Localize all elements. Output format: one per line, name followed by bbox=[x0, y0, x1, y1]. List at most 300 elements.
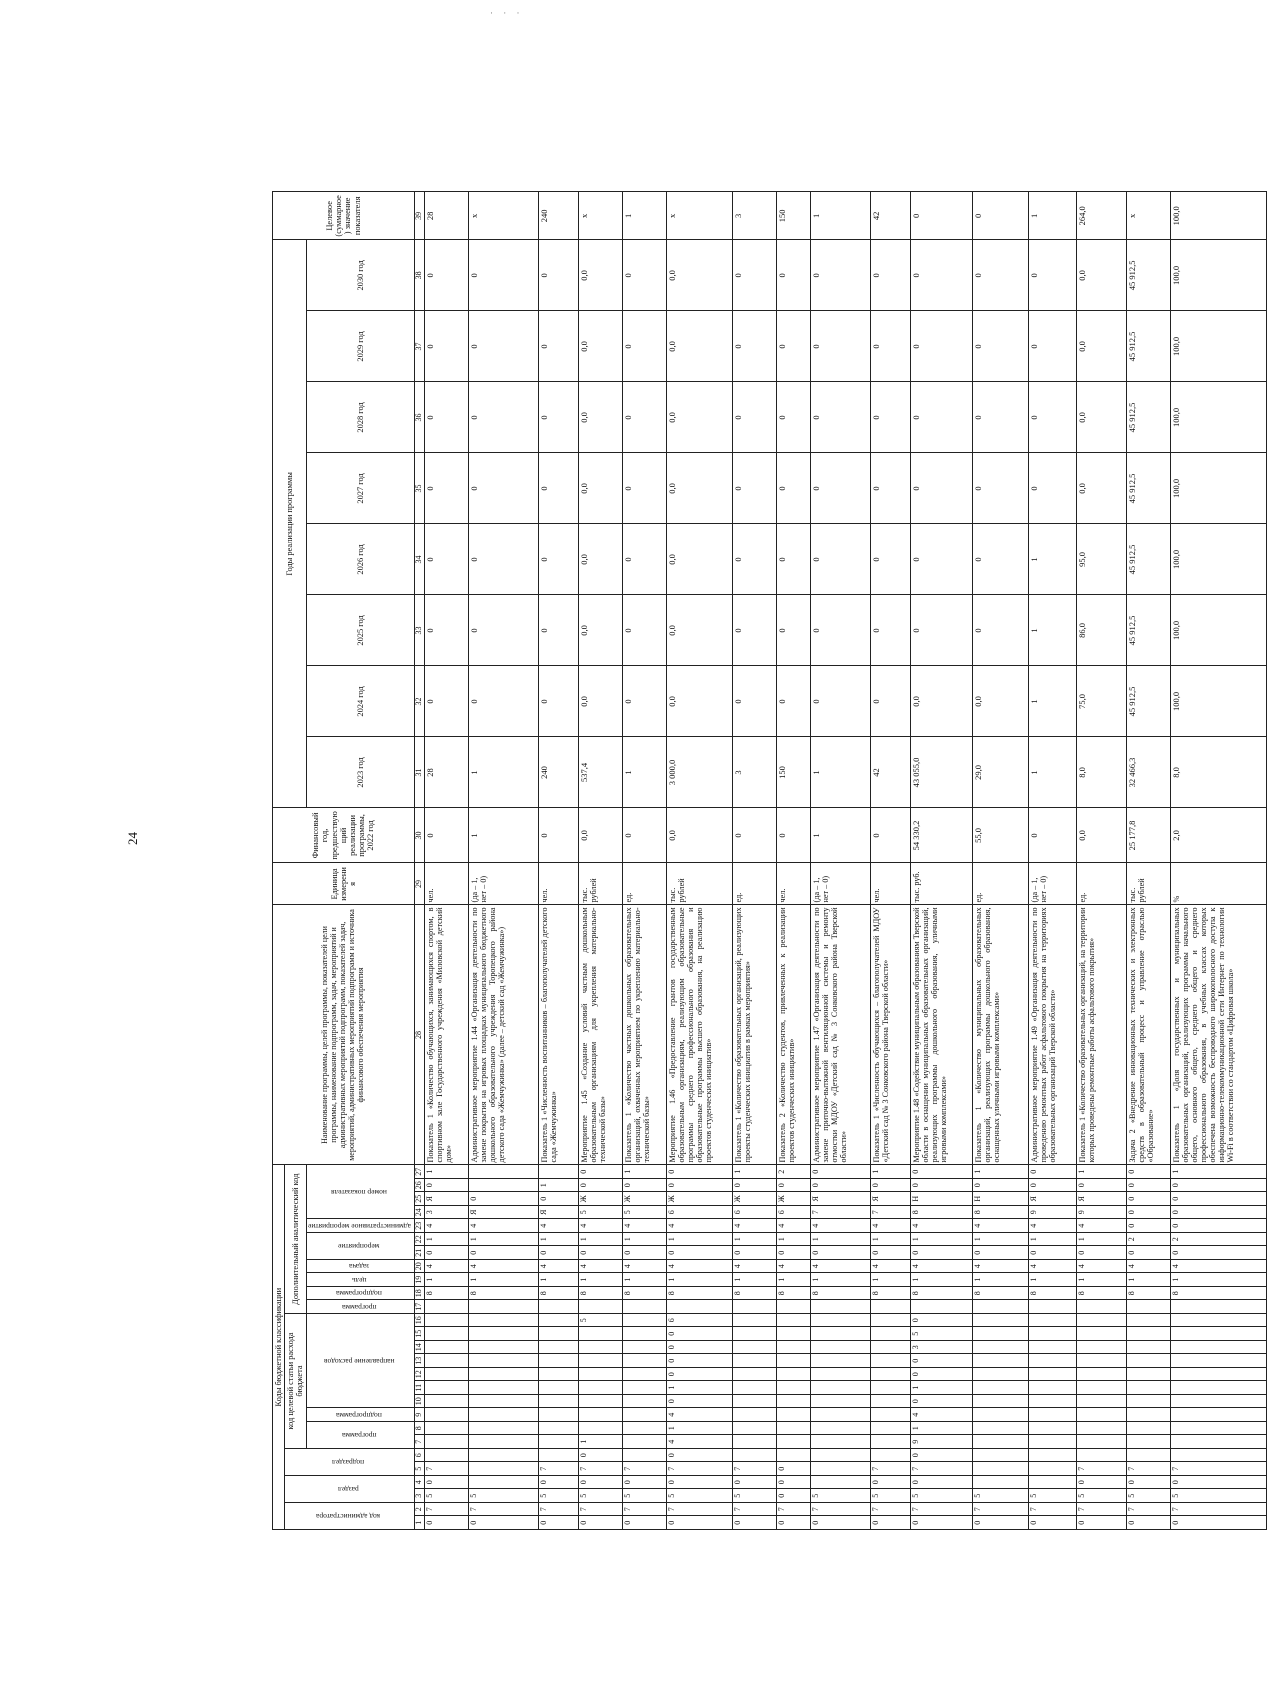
code-cell bbox=[424, 1300, 468, 1314]
row-description: Задача 2 «Внедрение инновационных технических и электронных средств в образовательный процесс и управление отраслью «Образование» bbox=[1126, 905, 1170, 1165]
column-index: 30 bbox=[414, 808, 424, 863]
code-cell: 8 bbox=[776, 1287, 810, 1301]
code-cell bbox=[1028, 1449, 1076, 1463]
code-cell: 7 bbox=[1170, 1503, 1266, 1517]
code-cell bbox=[732, 1435, 776, 1449]
column-index: 1 bbox=[414, 1516, 424, 1530]
value-cell: 0 bbox=[622, 311, 666, 382]
code-cell: 4 bbox=[666, 1260, 732, 1274]
value-cell: 0 bbox=[468, 524, 538, 595]
code-cell bbox=[870, 1381, 910, 1395]
value-cell: 29,0 bbox=[972, 737, 1028, 808]
year-header: 2024 год bbox=[306, 666, 414, 737]
cel-header: цель bbox=[306, 1273, 414, 1287]
value-cell: 0 bbox=[810, 453, 870, 524]
column-index: 38 bbox=[414, 240, 424, 311]
code-cell bbox=[468, 1327, 538, 1341]
code-cell: Я bbox=[870, 1192, 910, 1206]
code-cell: 1 bbox=[810, 1233, 870, 1247]
code-cell: 7 bbox=[666, 1503, 732, 1517]
code-cell: 7 bbox=[578, 1503, 622, 1517]
code-cell: 1 bbox=[666, 1381, 732, 1395]
razdel-header: раздел bbox=[285, 1476, 415, 1503]
code-cell: 4 bbox=[578, 1219, 622, 1233]
code-cell: 0 bbox=[666, 1368, 732, 1382]
code-cell: 0 bbox=[424, 1179, 468, 1193]
code-cell: 4 bbox=[622, 1219, 666, 1233]
code-cell: 1 bbox=[578, 1273, 622, 1287]
code-cell: 0 bbox=[910, 1449, 972, 1463]
code-cell bbox=[424, 1422, 468, 1436]
scan-artifact: · · · bbox=[490, 8, 524, 18]
row-unit: ед. bbox=[1076, 863, 1126, 905]
code-cell: 8 bbox=[1076, 1287, 1126, 1301]
row-unit: (да – 1, нет – 0) bbox=[810, 863, 870, 905]
code-cell: 7 bbox=[622, 1503, 666, 1517]
code-cell bbox=[776, 1354, 810, 1368]
value-cell: 0 bbox=[538, 595, 578, 666]
code-cell bbox=[424, 1435, 468, 1449]
code-cell: 0 bbox=[666, 1395, 732, 1409]
value-cell: 0 bbox=[538, 453, 578, 524]
code-cell: 4 bbox=[424, 1219, 468, 1233]
code-cell: 6 bbox=[666, 1206, 732, 1220]
code-cell: 7 bbox=[424, 1462, 468, 1476]
code-cell bbox=[1170, 1435, 1266, 1449]
value-cell: 0 bbox=[1028, 453, 1076, 524]
code-cell: 7 bbox=[810, 1206, 870, 1220]
code-cell: 0 bbox=[1126, 1206, 1170, 1220]
code-cell bbox=[870, 1314, 910, 1328]
code-cell: 2 bbox=[1126, 1233, 1170, 1247]
value-cell: 0 bbox=[972, 192, 1028, 240]
code-cell: 0 bbox=[538, 1246, 578, 1260]
value-cell: 45 912,5 bbox=[1126, 453, 1170, 524]
value-cell: 45 912,5 bbox=[1126, 382, 1170, 453]
code-cell bbox=[424, 1341, 468, 1355]
code-cell bbox=[810, 1354, 870, 1368]
code-cell bbox=[424, 1368, 468, 1382]
value-cell: 0 bbox=[468, 666, 538, 737]
table-row bbox=[578, 192, 622, 1530]
value-cell: 0 bbox=[424, 240, 468, 311]
value-cell: 0 bbox=[468, 595, 538, 666]
code-cell: 4 bbox=[910, 1219, 972, 1233]
code-cell: 1 bbox=[810, 1273, 870, 1287]
value-cell: 1 bbox=[468, 737, 538, 808]
row-description: Административное мероприятие 1.44 «Организация деятельности по замене покрытия на игровых площадках муниципального бюджетного дошкольного образовательного учреждения Торопецкого района детского сада «Жемчужинка» (далее – детский сад «Жемчужинка») bbox=[468, 905, 538, 1165]
code-cell: 0 bbox=[776, 1246, 810, 1260]
value-cell: х bbox=[468, 192, 538, 240]
code-cell: 0 bbox=[468, 1246, 538, 1260]
code-cell: 7 bbox=[732, 1503, 776, 1517]
column-index: 27 bbox=[414, 1165, 424, 1179]
code-cell: 0 bbox=[910, 1354, 972, 1368]
code-cell bbox=[538, 1368, 578, 1382]
code-cell: 7 bbox=[1126, 1503, 1170, 1517]
code-cell: 4 bbox=[468, 1260, 538, 1274]
code-cell: 5 bbox=[870, 1489, 910, 1503]
code-cell: 3 bbox=[424, 1206, 468, 1220]
code-cell bbox=[468, 1422, 538, 1436]
code-cell bbox=[810, 1462, 870, 1476]
code-cell: 1 bbox=[1076, 1233, 1126, 1247]
code-cell: 0 bbox=[1028, 1516, 1076, 1530]
value-cell: х bbox=[666, 192, 732, 240]
value-cell: 0 bbox=[468, 240, 538, 311]
value-cell: 1 bbox=[468, 808, 538, 863]
code-cell: 5 bbox=[1126, 1489, 1170, 1503]
code-cell bbox=[870, 1408, 910, 1422]
value-cell: 0 bbox=[776, 453, 810, 524]
value-cell: 1 bbox=[622, 737, 666, 808]
code-cell bbox=[468, 1435, 538, 1449]
code-cell: Я bbox=[468, 1206, 538, 1220]
code-cell bbox=[1126, 1408, 1170, 1422]
code-cell: 0 bbox=[538, 1476, 578, 1490]
code-cell bbox=[810, 1368, 870, 1382]
row-description: Мероприятие 1.45 «Создание условий частным дошкольным образовательным организациям для укрепления материально-технической базы» bbox=[578, 905, 622, 1165]
code-cell: Ж bbox=[666, 1192, 732, 1206]
code-cell: 1 bbox=[870, 1273, 910, 1287]
table-row bbox=[776, 192, 810, 1530]
code-cell: 4 bbox=[910, 1408, 972, 1422]
code-cell bbox=[538, 1395, 578, 1409]
column-index: 25 bbox=[414, 1192, 424, 1206]
code-cell: 0 bbox=[1028, 1165, 1076, 1179]
row-description: Административное мероприятие 1.49 «Организация деятельности по проведению ремонтных работ асфальтового покрытия на территориях образовательных организаций Тверской области» bbox=[1028, 905, 1076, 1165]
value-cell: 0 bbox=[732, 808, 776, 863]
column-index: 18 bbox=[414, 1287, 424, 1301]
code-cell: Ж bbox=[622, 1192, 666, 1206]
code-cell: 1 bbox=[424, 1233, 468, 1247]
code-cell: 4 bbox=[538, 1219, 578, 1233]
column-index: 28 bbox=[414, 905, 424, 1165]
row-unit: (да – 1, нет – 0) bbox=[1028, 863, 1076, 905]
value-cell: 0 bbox=[468, 311, 538, 382]
code-cell: 0 bbox=[468, 1516, 538, 1530]
code-cell: 0 bbox=[578, 1165, 622, 1179]
value-cell: 100,0 bbox=[1170, 240, 1266, 311]
code-cell: 4 bbox=[1076, 1260, 1126, 1274]
code-cell bbox=[1028, 1327, 1076, 1341]
value-cell: 0,0 bbox=[578, 240, 622, 311]
value-cell: 0 bbox=[622, 382, 666, 453]
value-cell: 42 bbox=[870, 737, 910, 808]
table-row bbox=[424, 192, 468, 1530]
value-cell: 0 bbox=[1028, 382, 1076, 453]
row-description: Показатель 1 «Численность обучающихся – благополучателей МДОУ «Детский сад № 3 Сонковского района Тверской области» bbox=[870, 905, 910, 1165]
code-cell bbox=[972, 1476, 1028, 1490]
code-cell bbox=[622, 1327, 666, 1341]
code-cell: 8 bbox=[972, 1206, 1028, 1220]
code-cell: 0 bbox=[972, 1516, 1028, 1530]
value-cell: 0 bbox=[732, 666, 776, 737]
code-cell bbox=[870, 1368, 910, 1382]
value-cell: 0,0 bbox=[1076, 382, 1126, 453]
column-index: 16 bbox=[414, 1314, 424, 1328]
column-index: 5 bbox=[414, 1462, 424, 1476]
code-cell: 0 bbox=[666, 1476, 732, 1490]
value-cell: 100,0 bbox=[1170, 595, 1266, 666]
code-cell bbox=[732, 1381, 776, 1395]
code-cell: 8 bbox=[468, 1287, 538, 1301]
value-cell: 8,0 bbox=[1076, 737, 1126, 808]
code-cell: 0 bbox=[622, 1476, 666, 1490]
code-cell bbox=[468, 1314, 538, 1328]
code-cell: Ж bbox=[578, 1192, 622, 1206]
code-cell bbox=[1170, 1381, 1266, 1395]
code-cell: 0 bbox=[910, 1476, 972, 1490]
table-row bbox=[468, 192, 538, 1530]
value-cell: 0 bbox=[1028, 808, 1076, 863]
value-cell: 1 bbox=[1028, 192, 1076, 240]
value-cell: 42 bbox=[870, 192, 910, 240]
nomer-header: номер показателя bbox=[306, 1165, 414, 1219]
code-cell: 5 bbox=[578, 1206, 622, 1220]
code-cell bbox=[776, 1314, 810, 1328]
row-unit: тыс. рублей bbox=[666, 863, 732, 905]
code-cell: 1 bbox=[1170, 1165, 1266, 1179]
column-index: 15 bbox=[414, 1327, 424, 1341]
code-cell: 4 bbox=[732, 1260, 776, 1274]
code-cell: 7 bbox=[870, 1503, 910, 1517]
code-cell: Ж bbox=[776, 1192, 810, 1206]
value-cell: 0 bbox=[538, 808, 578, 863]
value-cell: 3 000,0 bbox=[666, 737, 732, 808]
column-index: 29 bbox=[414, 863, 424, 905]
code-cell: 0 bbox=[666, 1354, 732, 1368]
code-cell: 1 bbox=[622, 1273, 666, 1287]
code-cell: 1 bbox=[972, 1233, 1028, 1247]
dop-programma-header: программа bbox=[306, 1300, 414, 1314]
code-cell bbox=[622, 1449, 666, 1463]
value-cell: 0,0 bbox=[1076, 240, 1126, 311]
code-cell bbox=[1076, 1327, 1126, 1341]
column-index: 32 bbox=[414, 666, 424, 737]
table-row bbox=[1028, 192, 1076, 1530]
code-cell bbox=[776, 1300, 810, 1314]
code-cell bbox=[424, 1354, 468, 1368]
value-cell: 1 bbox=[1028, 595, 1076, 666]
row-unit: ед. bbox=[732, 863, 776, 905]
code-cell: 1 bbox=[424, 1165, 468, 1179]
value-cell: 100,0 bbox=[1170, 524, 1266, 595]
code-cell: 0 bbox=[1126, 1179, 1170, 1193]
code-cell bbox=[972, 1341, 1028, 1355]
code-cell: 0 bbox=[810, 1246, 870, 1260]
dop-code-header: Дополнительный аналитический код bbox=[285, 1165, 306, 1314]
code-cell: 7 bbox=[910, 1503, 972, 1517]
code-cell: 0 bbox=[1170, 1516, 1266, 1530]
column-index: 8 bbox=[414, 1422, 424, 1436]
podprogramma-header: подпрограмма bbox=[306, 1408, 414, 1422]
code-cell: 5 bbox=[468, 1489, 538, 1503]
code-cell: 1 bbox=[870, 1233, 910, 1247]
value-cell: 1 bbox=[1028, 666, 1076, 737]
code-cell bbox=[468, 1341, 538, 1355]
value-cell: 0 bbox=[776, 240, 810, 311]
code-cell: 5 bbox=[538, 1489, 578, 1503]
value-cell: 0 bbox=[424, 453, 468, 524]
code-cell: 7 bbox=[538, 1462, 578, 1476]
code-cell: 2 bbox=[776, 1165, 810, 1179]
row-description: Показатель 1 «Количество муниципальных образовательных организаций, реализующих программы дошкольного образования, оснащенных уличными игровыми комплексами» bbox=[972, 905, 1028, 1165]
value-cell: 0 bbox=[424, 311, 468, 382]
table-row bbox=[810, 192, 870, 1530]
value-cell: 0 bbox=[622, 240, 666, 311]
code-cell bbox=[776, 1395, 810, 1409]
code-cell: 1 bbox=[578, 1233, 622, 1247]
code-cell bbox=[622, 1395, 666, 1409]
table-row bbox=[870, 192, 910, 1530]
code-cell: 0 bbox=[810, 1516, 870, 1530]
code-cell bbox=[1126, 1422, 1170, 1436]
code-cell: 0 bbox=[776, 1516, 810, 1530]
value-cell: 0 bbox=[910, 311, 972, 382]
column-index: 3 bbox=[414, 1489, 424, 1503]
value-cell: 45 912,5 bbox=[1126, 595, 1170, 666]
value-cell: 100,0 bbox=[1170, 453, 1266, 524]
value-cell: 0 bbox=[870, 453, 910, 524]
code-cell: 0 bbox=[1076, 1476, 1126, 1490]
code-cell bbox=[972, 1462, 1028, 1476]
code-cell: 0 bbox=[1126, 1165, 1170, 1179]
value-cell: 55,0 bbox=[972, 808, 1028, 863]
code-cell: 6 bbox=[666, 1314, 732, 1328]
code-cell: 4 bbox=[910, 1260, 972, 1274]
code-cell: 0 bbox=[1170, 1219, 1266, 1233]
code-cell: 1 bbox=[972, 1165, 1028, 1179]
code-cell bbox=[578, 1395, 622, 1409]
codes-title: Коды бюджетной классификации bbox=[273, 1165, 285, 1530]
value-cell: 0 bbox=[622, 453, 666, 524]
code-cell: 8 bbox=[1028, 1287, 1076, 1301]
code-cell: 8 bbox=[578, 1287, 622, 1301]
code-cell: 7 bbox=[1076, 1503, 1126, 1517]
code-cell: 4 bbox=[870, 1260, 910, 1274]
value-cell: 0,0 bbox=[1076, 311, 1126, 382]
code-cell: 0 bbox=[1126, 1192, 1170, 1206]
code-cell bbox=[578, 1381, 622, 1395]
code-cell: 1 bbox=[424, 1273, 468, 1287]
value-cell: 100,0 bbox=[1170, 666, 1266, 737]
code-cell: 1 bbox=[910, 1273, 972, 1287]
code-cell: 1 bbox=[666, 1422, 732, 1436]
code-cell: 1 bbox=[732, 1273, 776, 1287]
code-cell: 4 bbox=[538, 1260, 578, 1274]
column-index: 7 bbox=[414, 1435, 424, 1449]
value-cell: 3 bbox=[732, 737, 776, 808]
code-cell: 8 bbox=[732, 1287, 776, 1301]
code-cell bbox=[732, 1327, 776, 1341]
value-cell: 43 055,0 bbox=[910, 737, 972, 808]
code-cell bbox=[870, 1435, 910, 1449]
value-cell: 0 bbox=[910, 524, 972, 595]
code-cell: 0 bbox=[732, 1516, 776, 1530]
code-cell: 0 bbox=[1076, 1179, 1126, 1193]
code-cell: 1 bbox=[776, 1233, 810, 1247]
code-cell bbox=[1076, 1314, 1126, 1328]
code-cell: 1 bbox=[1076, 1273, 1126, 1287]
row-description: Административное мероприятие 1.47 «Организация деятельности по замене приточно-вытяжной вентиляционной системы и ремонту отмостки МДОУ «Детский сад № 3 Сонковского района Тверской области» bbox=[810, 905, 870, 1165]
code-cell bbox=[972, 1314, 1028, 1328]
code-cell bbox=[776, 1449, 810, 1463]
row-description: Показатель 1 «Количество частных дошкольных образовательных организаций, охваченных мероприятием по укреплению материально-технической базы» bbox=[622, 905, 666, 1165]
code-cell: 4 bbox=[1076, 1219, 1126, 1233]
code-cell: 4 bbox=[666, 1408, 732, 1422]
code-cell: 4 bbox=[972, 1260, 1028, 1274]
code-cell: 0 bbox=[810, 1179, 870, 1193]
code-cell: 0 bbox=[666, 1165, 732, 1179]
value-cell: 45 912,5 bbox=[1126, 240, 1170, 311]
value-cell: 45 912,5 bbox=[1126, 311, 1170, 382]
code-cell: 7 bbox=[972, 1503, 1028, 1517]
code-cell: 5 bbox=[732, 1489, 776, 1503]
code-cell: 4 bbox=[776, 1219, 810, 1233]
code-cell: 1 bbox=[776, 1273, 810, 1287]
code-cell bbox=[1028, 1314, 1076, 1328]
code-cell: 0 bbox=[578, 1179, 622, 1193]
value-cell: 28 bbox=[424, 737, 468, 808]
code-cell: 0 bbox=[622, 1179, 666, 1193]
code-cell: 1 bbox=[666, 1273, 732, 1287]
value-cell: 0 bbox=[776, 311, 810, 382]
code-cell bbox=[538, 1449, 578, 1463]
code-cell bbox=[1126, 1368, 1170, 1382]
zadacha-header: задача bbox=[306, 1260, 414, 1274]
code-cell: 5 bbox=[1076, 1489, 1126, 1503]
value-cell: х bbox=[578, 192, 622, 240]
value-cell: 0 bbox=[810, 240, 870, 311]
code-cell: 5 bbox=[910, 1489, 972, 1503]
code-cell bbox=[1028, 1381, 1076, 1395]
value-cell: 0 bbox=[538, 524, 578, 595]
value-cell: 3 bbox=[732, 192, 776, 240]
code-cell: 8 bbox=[1126, 1287, 1170, 1301]
code-cell bbox=[1126, 1300, 1170, 1314]
row-description: Показатель 1 «Численность воспитанников – благополучателей детского сада «Жемчужинка» bbox=[538, 905, 578, 1165]
year-header: 2026 год bbox=[306, 524, 414, 595]
code-cell bbox=[810, 1395, 870, 1409]
code-cell: 7 bbox=[810, 1503, 870, 1517]
code-cell bbox=[732, 1368, 776, 1382]
value-cell: 0 bbox=[732, 595, 776, 666]
code-cell bbox=[538, 1422, 578, 1436]
code-cell bbox=[1126, 1381, 1170, 1395]
code-cell bbox=[810, 1314, 870, 1328]
code-cell: 4 bbox=[1126, 1260, 1170, 1274]
code-cell: 7 bbox=[538, 1503, 578, 1517]
value-cell: 54 330,2 bbox=[910, 808, 972, 863]
code-cell bbox=[776, 1408, 810, 1422]
value-cell: 0 bbox=[910, 240, 972, 311]
value-cell: 0 bbox=[810, 524, 870, 595]
value-cell: 0 bbox=[870, 666, 910, 737]
row-unit: тыс. руб. bbox=[910, 863, 972, 905]
code-cell: 0 bbox=[578, 1449, 622, 1463]
code-cell bbox=[810, 1435, 870, 1449]
code-cell: 9 bbox=[1076, 1206, 1126, 1220]
value-cell: 0 bbox=[910, 382, 972, 453]
code-cell: 0 bbox=[578, 1476, 622, 1490]
code-cell bbox=[972, 1449, 1028, 1463]
code-cell: 0 bbox=[666, 1449, 732, 1463]
value-cell: 0 bbox=[972, 524, 1028, 595]
code-cell bbox=[622, 1408, 666, 1422]
column-index: 6 bbox=[414, 1449, 424, 1463]
value-cell: 0,0 bbox=[578, 595, 622, 666]
